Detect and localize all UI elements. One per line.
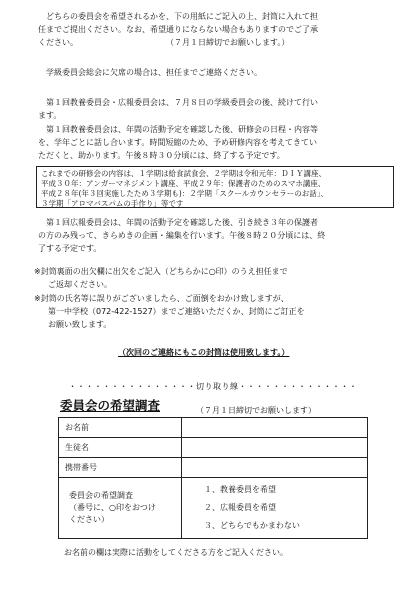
form-row-student bbox=[59, 438, 368, 458]
student-name-label: 生徒名 bbox=[59, 438, 182, 458]
name-label: お名前 bbox=[59, 418, 182, 438]
envelope-notice bbox=[118, 346, 420, 359]
option-pr-committee[interactable]: ２、広報委員を希望 bbox=[204, 503, 276, 512]
survey-label: 委員会の希望調査 bbox=[69, 491, 133, 500]
note-envelope-errors-line3: お願い致します。 bbox=[48, 320, 112, 329]
form-row-survey bbox=[59, 478, 368, 539]
past-seminars-box bbox=[36, 166, 394, 208]
paragraph-education-committee: 第１回教養委員会は、年間の活動予定を確認した後、研修会の日程・内容等 bbox=[46, 125, 318, 134]
name-field[interactable] bbox=[182, 418, 368, 438]
paragraph-education-committee-line3: ただくと、助かります。午後８時３０分頃には、終了する予定です。 bbox=[38, 151, 285, 160]
survey-options-cell bbox=[182, 478, 368, 539]
option-education-committee[interactable]: １、教養委員を希望 bbox=[204, 485, 276, 494]
paragraph-request-line2: 任までご提出ください。なお、希望通りにならない場合もありますのでご了承 bbox=[38, 25, 318, 34]
paragraph-first-meeting: 第１回教養委員会・広報委員会は、７月８日の学級委員会の後、続けて行い bbox=[46, 98, 318, 107]
paragraph-request: どちらの委員会を希望されるかを、下の用紙にご記入の上、封筒に入れて担 bbox=[46, 12, 318, 21]
note-envelope-errors-line2: 第一中学校（072-422-1527）までご連絡いただくか、封筒にご訂正を bbox=[48, 307, 305, 316]
envelope-notice-text: （次回のご連絡にもこの封筒は使用致します。） bbox=[118, 348, 290, 357]
past-seminars-line2: 平成３０年：アンガーマネジメント講座、平成２９年：保護者のためのスマホ講座、 bbox=[41, 179, 326, 188]
student-name-field[interactable] bbox=[182, 438, 368, 458]
note-attendance: ※封筒裏面の出欠欄に出欠をご記入（どちらかに○印）のうえ担任まで bbox=[34, 267, 288, 276]
past-seminars-line3: 平成２８年(年３回実施したため３学期も)：２学期「スクールカウンセラーのお話」、 bbox=[41, 189, 328, 198]
form-deadline: （７月１日締切でお願いします） bbox=[196, 406, 316, 415]
survey-label-cell bbox=[59, 478, 182, 539]
paragraph-pr-committee-line3: 了する予定です。 bbox=[38, 244, 102, 253]
phone-label: 携帯番号 bbox=[59, 458, 182, 478]
phone-field[interactable] bbox=[182, 458, 368, 478]
form-row-phone bbox=[59, 458, 368, 478]
paragraph-education-committee-line2: を、学年ごとに話し合います。時間短縮のため、予め研修内容を考えてきてい bbox=[38, 138, 318, 147]
form-row-name bbox=[59, 418, 368, 438]
paragraph-request-line3: ください。 （７月１日締切でお願いします。） bbox=[38, 38, 290, 47]
cut-line: ・・・・・・・・・・・・・・・切り取り線・・・・・・・・・・・・・・ bbox=[68, 382, 358, 391]
survey-instruction-line1: （番号に、○印をおつけ bbox=[69, 503, 156, 512]
form-title: 委員会の希望調査 bbox=[60, 398, 161, 413]
form-footnote: お名前の欄は実際に活動をしてくださる方をご記入ください。 bbox=[64, 548, 288, 557]
paragraph-pr-committee: 第１回広報委員会は、年間の活動予定を確認した後、引き続き３年の保護者 bbox=[46, 218, 318, 227]
past-seminars-line4: ３学期「アロマバスパムの手作り」等です bbox=[41, 199, 184, 208]
survey-form-table bbox=[58, 417, 368, 539]
survey-instruction-line2: ください） bbox=[69, 515, 109, 524]
paragraph-pr-committee-line2: の方のみ残って、きらめきの企画・編集を行います。午後８時２０分頃には、終 bbox=[38, 231, 326, 240]
paragraph-first-meeting-line2: ます。 bbox=[38, 111, 62, 120]
note-attendance-line2: ご返却ください。 bbox=[48, 280, 112, 289]
note-envelope-errors: ※封筒の氏名等に誤りがございましたら、ご面倒をおかけ致しますが、 bbox=[34, 294, 289, 303]
paragraph-absence: 学級委員会総会に欠席の場合は、担任までご連絡ください。 bbox=[46, 68, 262, 77]
option-either[interactable]: ３、どちらでもかまわない bbox=[204, 521, 300, 530]
past-seminars-line1: これまでの研修会の内容は、１学期は給食試食会、２学期は令和元年：ＤＩＹ講座、 bbox=[41, 169, 326, 178]
